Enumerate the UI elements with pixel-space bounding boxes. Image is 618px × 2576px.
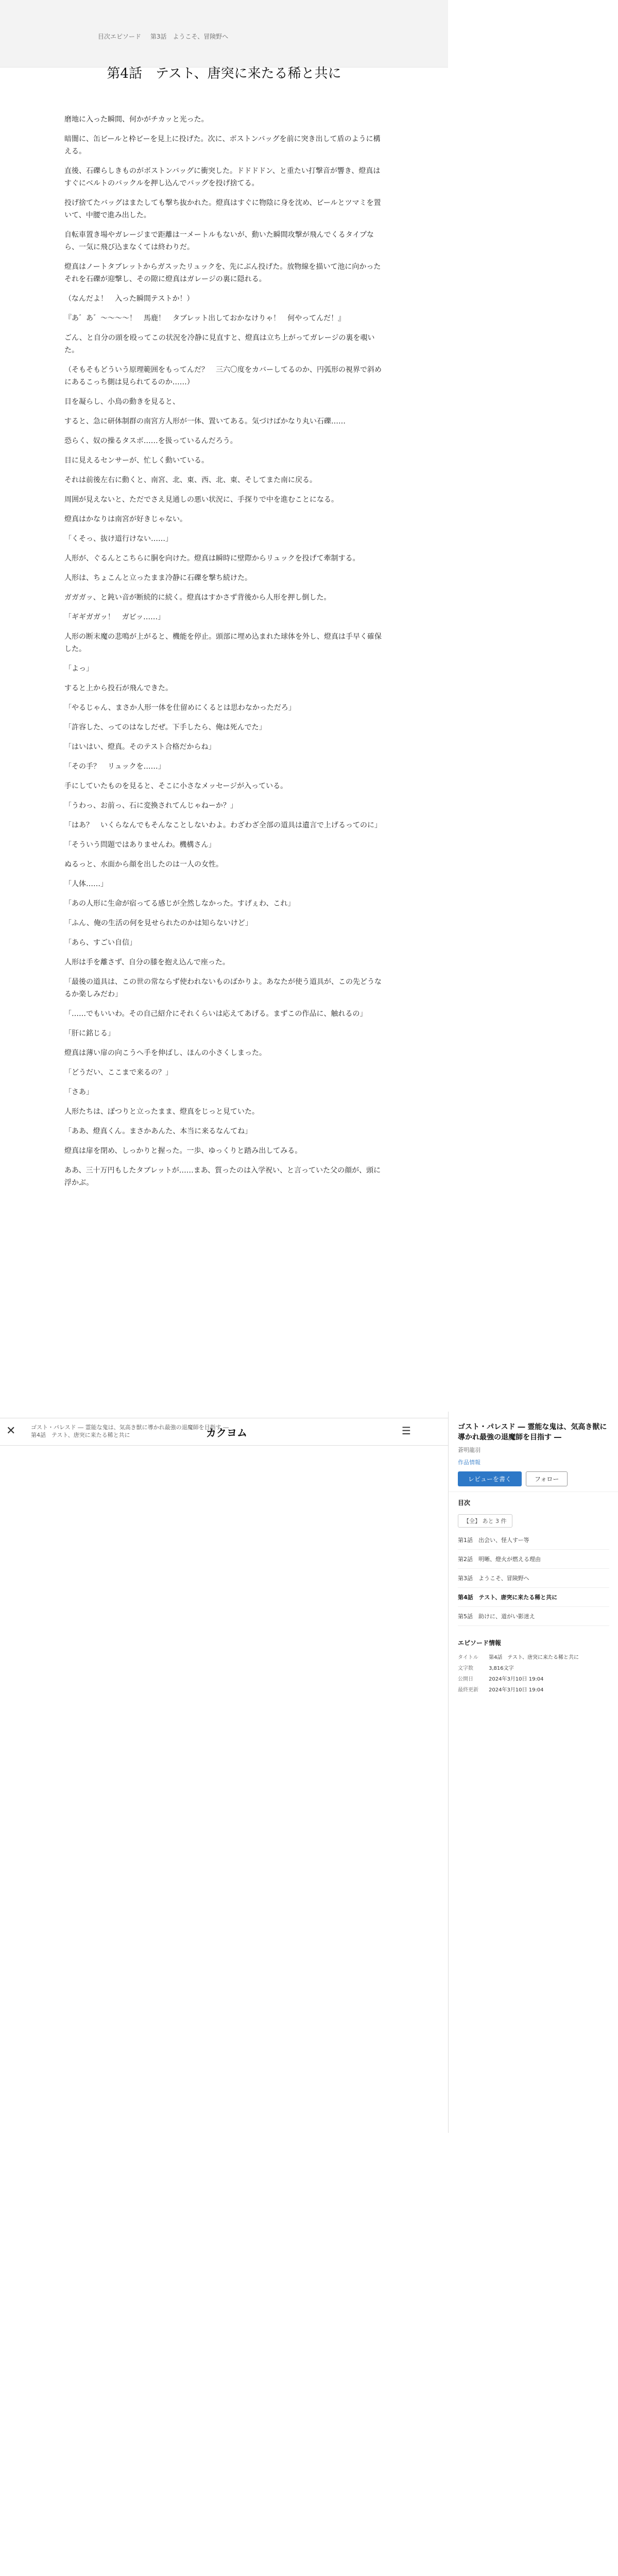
breadcrumb-all[interactable]: 目次エピソード bbox=[98, 33, 142, 40]
toc-item[interactable]: 第2話 明晰、燈火が燃える理由 bbox=[458, 1550, 609, 1569]
info-key: 公開日 bbox=[458, 1676, 473, 1682]
info-list bbox=[458, 1651, 609, 1694]
paragraph: 人形たちは、ぽつりと立ったまま、燈真をじっと見ていた。 bbox=[64, 1108, 259, 1116]
info-key: 文字数 bbox=[458, 1666, 473, 1671]
paragraph: 「許容した、ってのはなしだぜ。下手したら、俺は死んでた」 bbox=[64, 723, 266, 732]
paragraph: それは前後左右に動くと、南宮、北、東、西、北、東、そしてまた南に戻る。 bbox=[64, 476, 317, 484]
paragraph: 「あの人形に生命が宿ってる感じが全然しなかった。すげぇわ、これ」 bbox=[64, 900, 295, 908]
side-novel-title[interactable]: ゴスト・パレスド ― 霊能な鬼は、気高き獣に導かれ最強の退魔師を目指す ― bbox=[458, 1423, 607, 1442]
paragraph: 燈真は薄い扉の向こうへ手を伸ばし、ほんの小さくしまった。 bbox=[64, 1049, 266, 1057]
more-episodes-button[interactable]: 【全】 あと 3 件 bbox=[458, 1514, 512, 1528]
paragraph: 「肝に銘じる」 bbox=[64, 1029, 115, 1038]
paragraph: 「ああ、燈真くん。まさかあんた、本当に来るなんてね」 bbox=[64, 1127, 252, 1136]
info-value: 第4話 テスト、唐突に来たる稀と共に bbox=[489, 1655, 579, 1660]
paragraph: ああ、三十万円もしたタブレットが……まあ、質ったのは入学祝い、と言っていた父の顔が、頭に浮かぶ。 bbox=[64, 1166, 381, 1187]
info-heading: エピソード情報 bbox=[458, 1639, 502, 1647]
info-value: 3,816文字 bbox=[489, 1666, 514, 1671]
paragraph: 恐らく、奴の操るタスボ……を扱っているんだろう。 bbox=[64, 437, 237, 445]
paragraph: 目に見えるセンサーが、忙しく動いている。 bbox=[64, 456, 209, 465]
paragraph: 「くそっ、抜け道行けない……」 bbox=[64, 535, 173, 543]
close-icon[interactable]: ✕ bbox=[6, 1425, 16, 1437]
chapter-body bbox=[64, 113, 384, 1196]
paragraph: 「……でもいいわ。その自己紹介にそれくらいは応えてあげる。まずこの作品に、触れるの」 bbox=[64, 1010, 367, 1018]
paragraph: すると上から投石が飛んできた。 bbox=[64, 684, 173, 692]
paragraph: 目を凝らし、小鳥の動きを見ると、 bbox=[64, 398, 180, 406]
paragraph: ガガガッ、と鈍い音が断続的に続く。燈真はすかさず背後から人形を押し倒した。 bbox=[64, 594, 331, 602]
toc-item[interactable]: 第5話 助けに、道がい影迷え bbox=[458, 1607, 609, 1626]
info-row bbox=[458, 1684, 609, 1694]
paragraph: 人形が、ぐるんとこちらに胴を向けた。燈真は瞬時に壁際からリュックを投げて牽制する。 bbox=[64, 554, 360, 563]
review-button[interactable]: レビューを書く bbox=[458, 1471, 522, 1486]
breadcrumb-current[interactable]: 第3話 ようこそ、冒険野へ bbox=[150, 33, 229, 40]
paragraph: 周囲が見えないと、ただでさえ見通しの悪い状況に、手探りで中を進むことになる。 bbox=[64, 496, 338, 504]
paragraph: 「やるじゃん、まさか人形一体を仕留めにくるとは思わなかっただろ」 bbox=[64, 704, 296, 712]
paragraph: 「はあ？ いくらなんでもそんなことしないわよ。わざわざ全部の道具は遺言で上げるってのに」 bbox=[64, 821, 382, 829]
paragraph: ぬるっと、水面から顔を出したのは一人の女性。 bbox=[64, 860, 223, 869]
info-key: タイトル bbox=[458, 1655, 478, 1660]
paragraph: 直後、石礫らしきものがボストンバッグに衝突した。ドドドドン、と重たい打撃音が響き、燈真はすぐにベルトのバックルを押し込んでバッグを投げ捨てる。 bbox=[64, 167, 381, 188]
info-row bbox=[458, 1662, 609, 1673]
header-titles bbox=[31, 1423, 229, 1439]
paragraph: 暗闇に、缶ビールと枠ビーを見上に投げた。次に、ボストンバッグを前に突き出して盾のように構える。 bbox=[64, 135, 381, 156]
paragraph: 「人体……」 bbox=[64, 880, 108, 888]
floating-header bbox=[0, 1418, 448, 1446]
info-row bbox=[458, 1651, 609, 1662]
info-key: 最終更新 bbox=[458, 1687, 478, 1693]
paragraph: ごん、と自分の頭を殴ってこの状況を冷静に見直すと、燈真は立ち上がってガレージの裏を覗いた。 bbox=[64, 334, 375, 354]
paragraph: 「ギギガガッ！ ガビッ……」 bbox=[64, 613, 165, 621]
toc-item[interactable]: 第3話 ようこそ、冒険野へ bbox=[458, 1569, 609, 1588]
toc-heading: 目次 bbox=[458, 1499, 471, 1506]
header-episode-title: 第4話 テスト、唐突に来たる稀と共に bbox=[31, 1432, 130, 1438]
header-novel-title: ゴスト・パレスド ― 霊能な鬼は、気高き獣に導かれ最強の退魔師を目指す ― bbox=[31, 1424, 229, 1431]
paragraph: 投げ捨てたバッグはまたしても撃ち抜かれた。燈真はすぐに物陰に身を沈め、ビールとツマミを置いて、中腰で進み出した。 bbox=[64, 199, 381, 219]
paragraph: 「ふん、俺の生活の何を見せられたのかは知らないけど」 bbox=[64, 919, 252, 927]
paragraph: （なんだよ！ 入った瞬間テストか！） bbox=[64, 295, 194, 303]
side-author[interactable]: 蒼明龍羽 bbox=[458, 1447, 480, 1453]
toc-item[interactable]: 第1話 出会い、怪人すー等 bbox=[458, 1531, 609, 1550]
paragraph: 自転車置き場やガレージまで距離は一メートルもないが、動いた瞬間攻撃が飛んでくるタイプなら、一気に飛び込まなくては終わりだ。 bbox=[64, 231, 374, 251]
paragraph: 人形は手を離さず、自分の膝を抱え込んで座った。 bbox=[64, 958, 230, 967]
follow-button[interactable]: フォロー bbox=[526, 1471, 568, 1486]
paragraph: 「その手？ リュックを……」 bbox=[64, 762, 165, 771]
toc-item[interactable]: 第4話 テスト、唐突に来たる稀と共に bbox=[458, 1588, 609, 1607]
paragraph: 「よっ」 bbox=[64, 665, 93, 673]
info-row bbox=[458, 1673, 609, 1684]
paragraph: 「はいはい、燈真。そのテスト合格だからね」 bbox=[64, 743, 216, 751]
toc-list bbox=[458, 1531, 609, 1626]
paragraph: 「うわっ、お前っ、石に変換されてんじゃねーか？」 bbox=[64, 802, 237, 810]
paragraph: 「どうだい、ここまで来るの？」 bbox=[64, 1069, 173, 1077]
paragraph: 人形の断末魔の悲鳴が上がると、機能を停止。頭部に埋め込まれた球体を外し、燈真は手早く確保した。 bbox=[64, 633, 382, 653]
paragraph: 燈真はかなりは南宮が好きじゃない。 bbox=[64, 515, 187, 523]
chapter-title: 第4話 テスト、唐突に来たる稀と共に bbox=[107, 66, 341, 81]
site-logo[interactable]: カクヨム bbox=[206, 1427, 247, 1439]
paragraph: 「さあ」 bbox=[64, 1088, 93, 1096]
menu-icon[interactable]: ☰ bbox=[402, 1425, 411, 1437]
paragraph: 人形は、ちょこんと立ったまま冷静に石礫を撃ち続けた。 bbox=[64, 574, 252, 582]
paragraph: 手にしていたものを見ると、そこに小さなメッセージが入っている。 bbox=[64, 782, 288, 790]
info-value: 2024年3月10日 19:04 bbox=[489, 1676, 544, 1682]
breadcrumb bbox=[98, 32, 235, 41]
paragraph: 「最後の道具は、この世の常ならず使われないものばかりよ。あなたが使う道具が、この先どうなるか楽しみだわ」 bbox=[64, 978, 382, 998]
paragraph: 「そういう問題ではありませんわ。機構さん」 bbox=[64, 841, 216, 849]
side-work-info-link[interactable]: 作品情報 bbox=[458, 1459, 480, 1466]
paragraph: （そもそもどういう原理範囲をもってんだ？ 三六〇度をカバーしてるのか、円弧形の視界で斜めにあるこっち側は見られてるのか……） bbox=[64, 366, 382, 386]
paragraph: 磨地に入った瞬間、何かがチカッと光った。 bbox=[64, 115, 209, 124]
paragraph: 「あら、すごい自信」 bbox=[64, 939, 136, 947]
info-value: 2024年3月10日 19:04 bbox=[489, 1687, 544, 1693]
paragraph: すると、急に研体制群の南宮方人形が一体、置いてある。気づけばかなり丸い石礫…… bbox=[64, 417, 346, 426]
paragraph: 燈真はノートタブレットからガスッたリュックを、先にぶん投げた。放物線を描いて池に向かったそれを石礫が迎撃し、その隙に燈真はガレージの裏に隠れる。 bbox=[64, 263, 381, 283]
paragraph: 『あ゛あ゛〜〜〜〜！ 馬鹿！ タブレット出しておかなけりゃ！ 何やってんだ！』 bbox=[64, 314, 346, 323]
paragraph: 燈真は扉を閉め、しっかりと握った。一歩、ゆっくりと踏み出してみる。 bbox=[64, 1147, 302, 1155]
side-panel bbox=[448, 1412, 618, 2133]
